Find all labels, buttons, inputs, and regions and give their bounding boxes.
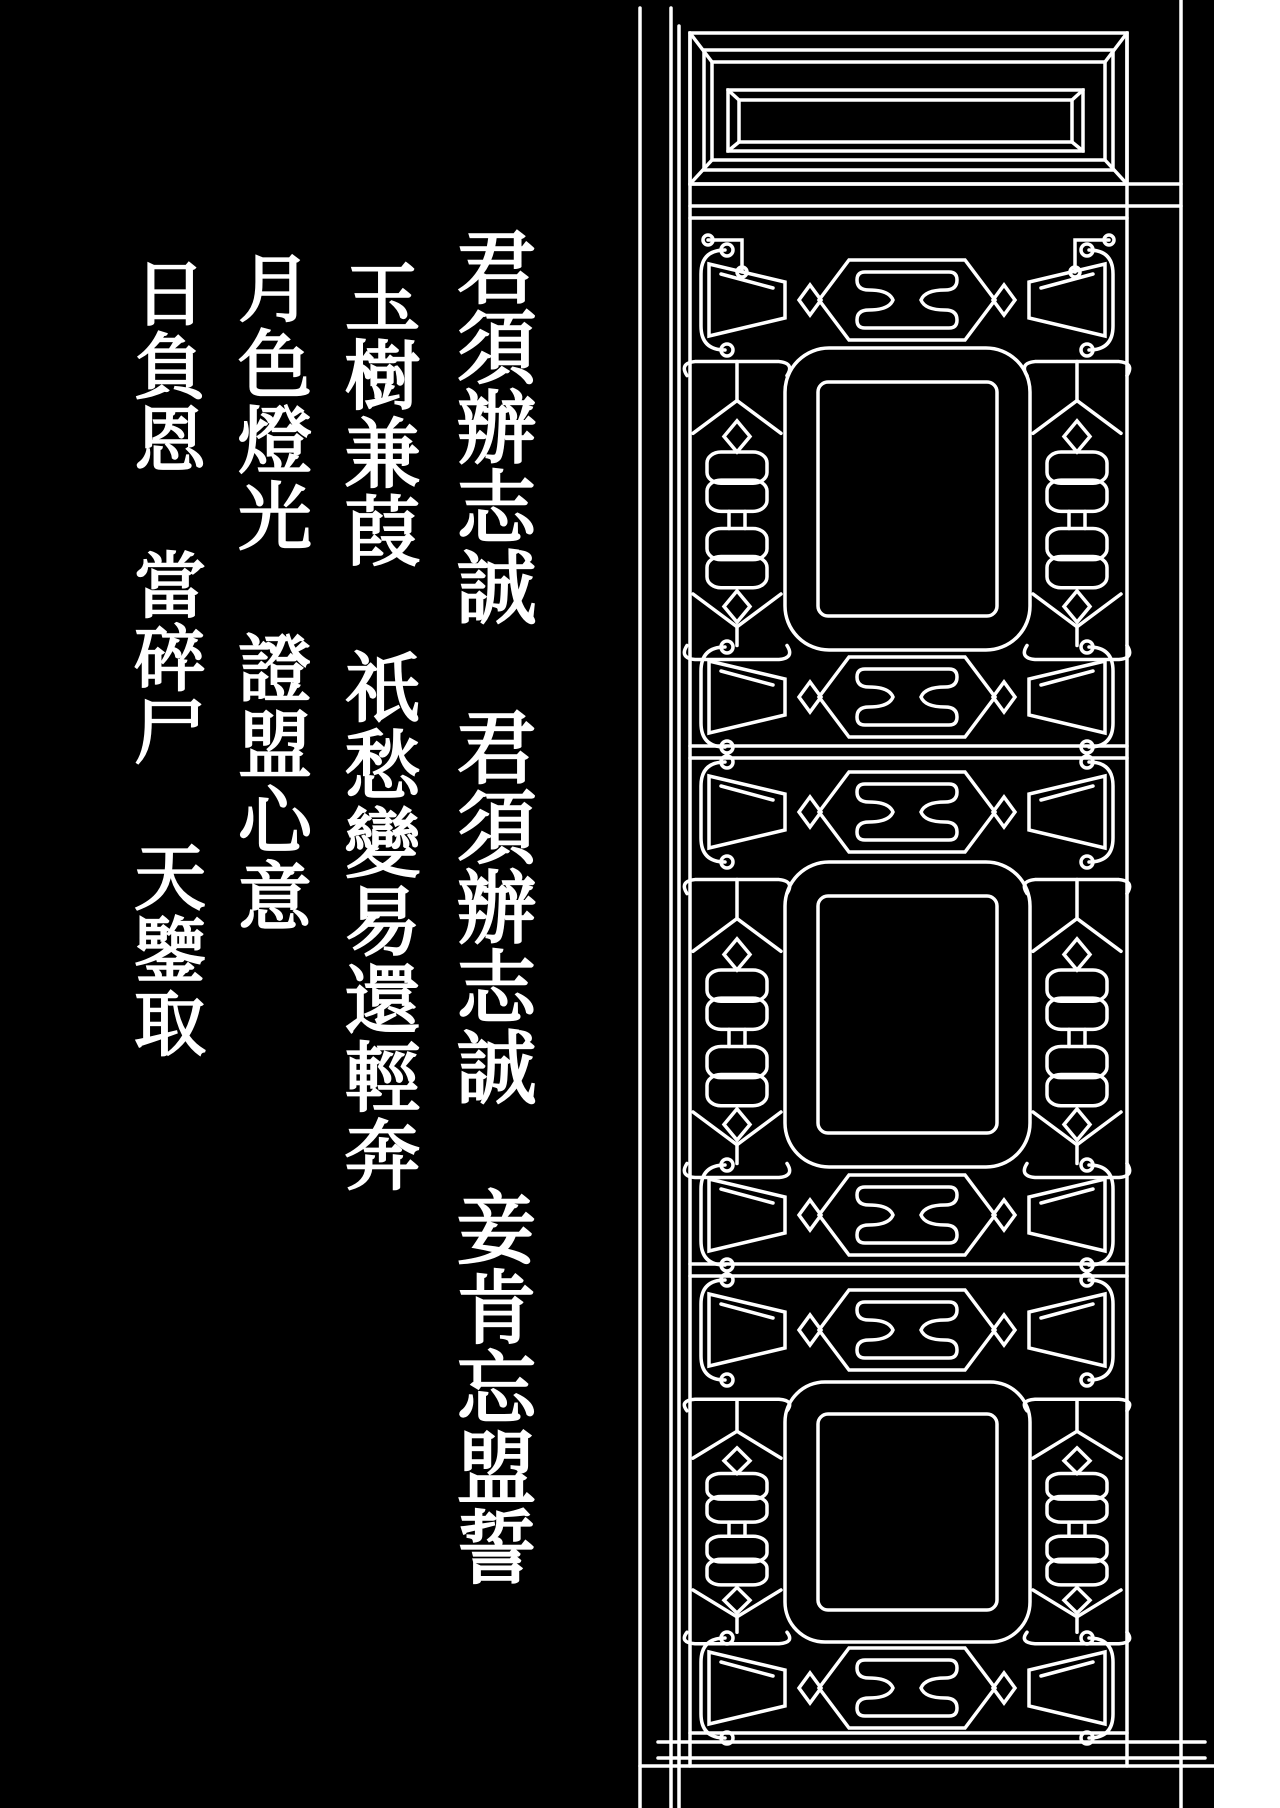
lyric-column-4: 日負恩 當碎尸 天鑒取 <box>122 256 207 1059</box>
lyric-column-2: 玉樹兼葭 祇愁變易還輕奔 <box>332 258 421 1194</box>
lyric-column-3: 月色燈光 證盟心意 <box>226 250 312 934</box>
lyric-column-1: 君須辦志誠 君須辦志誠 妾肯忘盟誓 <box>443 226 537 1586</box>
